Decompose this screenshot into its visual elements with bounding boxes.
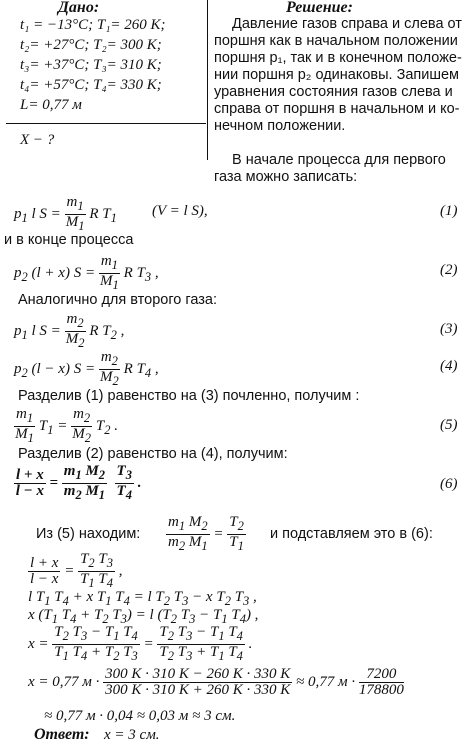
derivation-step-4: x = $\frac{T_2 T_3 - T_1 T_4}{T_1 T_4 + T_2 T_3}$ = $\frac{T_2 T_3 - T_1 T_4}{T_2 T_3 + T_1 T_4}$ . (28, 624, 253, 663)
equation-number-5: (5) (440, 417, 458, 433)
equation-number-1: (1) (440, 203, 458, 219)
intro-line-1: Давление газов справа и слева от (232, 16, 462, 32)
equation-2: $p_2$ (l + x) S = $\frac{m_1}{M_1}$ R $T_3$ , (14, 253, 159, 292)
unknown-line: X − ? (20, 132, 55, 148)
equation-number-3: (3) (440, 321, 458, 337)
text-divide-1-3: Разделив (1) равенство на (3) почленно, получим : (18, 388, 360, 404)
given-line-5: L= 0,77 м (20, 97, 82, 113)
solution-title: Решение: (286, 0, 353, 16)
numeric-substitution: x = 0,77 м · $\frac{300 K \cdot 310 K - 260 K \cdot 330 K}{300 K \cdot 310 K + 260 K \cdot 330 K}$ ≈ 0,77 м · $\frac{7200}{178800}$ (28, 666, 404, 698)
given-line-1: t₁ = −13°C; T₁= 260 K; (20, 17, 166, 33)
given-divider-horizontal (6, 123, 206, 124)
volume-note: (V = l S), (152, 203, 208, 219)
given-block (6, 0, 206, 140)
intro-paragraph (214, 16, 472, 135)
given-line-2: t₂= +27°C; T₂= 300 K; (20, 37, 162, 53)
text-second-gas: Аналогично для второго газа: (18, 292, 218, 308)
derivation-step-2: l $T_1$ $T_4 + x$ $T_1$ $T_4 = l$ $T_2$ $T_3 - x$ $T_2$ $T_3$ , (28, 589, 257, 608)
equation-number-4: (4) (440, 358, 458, 374)
start-line-1: В начале процесса для первого (232, 152, 446, 168)
answer-label: Ответ: (34, 726, 90, 743)
equation-6: $\frac{l + x}{l - x}$ = $\frac{m_1 M_2}{m_2 M_1}$ $\frac{T_3}{T_4}$ . (15, 463, 142, 502)
intro-line-5: уравнения состояния газов слева и (214, 84, 453, 100)
given-line-4: t₄= +57°C; T₄= 330 K; (20, 77, 162, 93)
equation-1: $p_1$ l S = $\frac{m_1}{M_1}$ R $T_1$ (14, 194, 117, 233)
intro-line-3: поршня p₁, так и в конечном положе- (214, 50, 462, 66)
intro-line-7: нечном положении. (214, 118, 346, 134)
given-divider-vertical (207, 0, 208, 160)
equation-number-2: (2) (440, 262, 458, 278)
ratio-expression: $\frac{m_1 M_2}{m_2 M_1}$ = $\frac{T_2}{T_1}$ (168, 514, 244, 553)
equation-3: $p_1$ l S = $\frac{m_2}{M_2}$ R $T_2$ , (14, 311, 125, 350)
answer-value: x = 3 см. (104, 727, 160, 743)
numeric-result: ≈ 0,77 м · 0,04 ≈ 0,03 м ≈ 3 см. (44, 708, 236, 724)
text-divide-2-4: Разделив (2) равенство на (4), получим: (18, 446, 288, 462)
equation-4: $p_2$ (l − x) S = $\frac{m_2}{M_2}$ R $T_4$ , (14, 349, 159, 388)
given-title: Дано: (58, 0, 100, 16)
given-line-3: t₃= +37°C; T₃= 310 K; (20, 57, 162, 73)
equation-number-6: (6) (440, 476, 458, 492)
derivation-step-3: x ($T_1$ $T_4 + T_2$ $T_3) = l$ ($T_2$ $T_3 - T_1$ $T_4$) , (28, 607, 259, 626)
equation-5: $\frac{m_1}{M_1}$ $T_1$ = $\frac{m_2}{M_2}$ $T_2$ . (15, 406, 118, 445)
start-line-2: газа можно записать: (214, 169, 358, 185)
text-end-process: и в конце процесса (4, 232, 134, 248)
text-substitute: и подставляем это в (6): (270, 526, 433, 542)
intro-line-6: справа от поршня в начальном и ко- (214, 101, 460, 117)
intro-line-2: поршня как в начальном положении (214, 33, 458, 49)
text-from-5: Из (5) находим: (36, 526, 141, 542)
derivation-step-1: $\frac{l + x}{l - x}$ = $\frac{T_2 T_3}{T_1 T_4}$ , (30, 551, 123, 590)
intro-line-4: нии поршня p₂ одинаковы. Запишем (214, 67, 460, 83)
